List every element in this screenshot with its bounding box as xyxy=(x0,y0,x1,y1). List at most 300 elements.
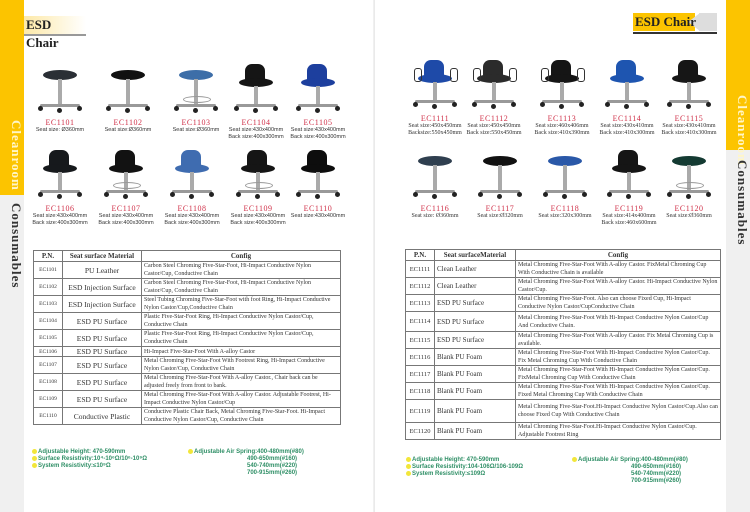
table-row xyxy=(406,295,721,312)
gas-lift xyxy=(498,165,502,190)
gas-lift xyxy=(126,79,130,104)
star-base xyxy=(480,190,520,193)
castor-wheel xyxy=(686,194,691,199)
chair-image xyxy=(410,148,460,204)
cell-config: Metal Chroming Five-Star-Foot.Hi-Impact Conductive Nylon Castor/Cup. Adjustable Footrest Ring xyxy=(516,423,721,440)
cell-config: Metal Chroming Five-Star-Foot With Footrest Ring, Hi-Impact Conductive Nylon Castor/Cup, Conductive Chain xyxy=(142,357,341,374)
product-spec: Seat size:430x400mm xyxy=(228,127,284,133)
gas-lift xyxy=(625,82,629,100)
bullet-icon xyxy=(188,449,193,454)
castor-wheel xyxy=(624,104,629,109)
cell-config: Metal Chroming Five-Star-Foot With A-alloy Castor. Fix Metal Chroming Cup is available. xyxy=(516,332,721,349)
product-spec: Back size:400x300mm xyxy=(98,220,154,226)
product-spec: Seat size:460x406mm xyxy=(535,123,589,129)
star-base xyxy=(108,104,148,107)
product-spec: Seat size:430x400mm xyxy=(290,213,346,219)
star-base xyxy=(415,100,455,103)
cell-config: Hi-Impact Five-Star-Foot With A-alloy Castor xyxy=(142,347,341,357)
product-code: EC1120 xyxy=(674,204,704,213)
chair-image xyxy=(167,148,217,204)
star-base xyxy=(474,100,514,103)
product-code: EC1119 xyxy=(614,204,644,213)
castor-wheel xyxy=(540,102,545,107)
castor-wheel xyxy=(472,102,477,107)
cell-material: ESD PU Surface xyxy=(435,332,516,349)
product-spec: Back size:410x390mm xyxy=(534,130,590,136)
air-spring-notes xyxy=(572,457,688,485)
star-base xyxy=(40,190,80,193)
gas-lift xyxy=(58,172,62,190)
castor-wheel xyxy=(315,108,320,113)
table-row xyxy=(34,262,341,279)
cell-pn: EC1103 xyxy=(34,296,63,313)
product-spec: Seat size:450x450mm xyxy=(408,123,462,129)
product-code: EC1108 xyxy=(177,204,207,213)
castor-wheel xyxy=(38,106,43,111)
product-code: EC1109 xyxy=(243,204,273,213)
product-card xyxy=(96,62,160,134)
chair-image xyxy=(231,62,281,118)
note-air-spring-260: 700-915mm(#260) xyxy=(631,478,682,485)
cell-material: Blank PU Foam xyxy=(435,349,516,366)
castor-wheel xyxy=(491,104,496,109)
chair-image xyxy=(537,58,587,114)
table-row xyxy=(406,423,721,440)
product-code: EC1112 xyxy=(479,114,509,123)
product-code: EC1104 xyxy=(241,118,271,127)
product-card xyxy=(28,148,92,227)
cell-material: Blank PU Foam xyxy=(435,383,516,400)
bullet-icon xyxy=(32,449,37,454)
product-spec: Back size:400x300mm xyxy=(228,134,284,140)
side-tab-consumables: Consumables xyxy=(9,202,24,289)
cell-material: ESD PU Surface xyxy=(63,347,142,357)
gas-lift xyxy=(190,172,194,190)
product-card xyxy=(657,58,721,137)
cell-config: Plastic Five-Star-Foot Ring, Hi-Impact Conductive Nylon Castor/Cup, Conductive Chain xyxy=(142,313,341,330)
note-system: System Resistivity:≤109Ω xyxy=(406,471,523,478)
castor-wheel xyxy=(77,106,82,111)
castor-wheel xyxy=(667,102,672,107)
side-tab xyxy=(726,0,750,512)
star-base xyxy=(669,100,709,103)
table-row xyxy=(406,400,721,423)
product-spec: Seat size:414x400mm xyxy=(602,213,656,219)
castor-wheel xyxy=(57,194,62,199)
col-header-config: Config xyxy=(516,250,721,261)
castor-wheel xyxy=(579,102,584,107)
armrest xyxy=(577,68,585,82)
cell-pn: EC1112 xyxy=(406,278,435,295)
product-code: EC1114 xyxy=(612,114,642,123)
castor-wheel xyxy=(413,102,418,107)
cell-config: Metal Chroming Five-Star-Foot.Hi-Impact Conductive Nylon Castor/Cup.Also can choose Fixed Cup With Conductive Chain xyxy=(516,400,721,423)
chair-image xyxy=(602,58,652,114)
product-spec: Seat size:430x400mm xyxy=(164,213,220,219)
gas-lift xyxy=(687,82,691,100)
castor-wheel xyxy=(236,192,241,197)
product-spec: Backsize:550x450mm xyxy=(408,130,462,136)
castor-wheel xyxy=(275,192,280,197)
cell-material: Clean Leather xyxy=(435,278,516,295)
spec-table xyxy=(33,250,341,425)
product-card xyxy=(224,62,288,141)
castor-wheel xyxy=(413,192,418,197)
note-air-spring: Adjustable Air Spring:400-480mm(#80) xyxy=(572,457,688,464)
cell-material: ESD PU Surface xyxy=(63,313,142,330)
cell-config: Metal Chroming Five-Star-Foot With A-alloy Castor. Hi-Impact Conductive Nylon Castor/Cup. xyxy=(516,278,721,295)
castor-wheel xyxy=(77,192,82,197)
note-surface: Surface Resistivity:104-106Ω/106-109Ω xyxy=(406,464,523,471)
product-spec: Seat size:430x410mm xyxy=(600,123,654,129)
cell-pn: EC1110 xyxy=(34,408,63,425)
cell-material: ESD Injection Surface xyxy=(63,279,142,296)
product-spec: Seat size:320x300mm xyxy=(538,213,592,219)
product-spec: Seat size: Ø360mm xyxy=(35,127,85,133)
cell-material: ESD PU Surface xyxy=(63,330,142,347)
product-card xyxy=(286,148,350,220)
armrest xyxy=(509,68,517,82)
castor-wheel xyxy=(452,192,457,197)
product-spec: Seat size:Ø320mm xyxy=(477,213,523,219)
product-spec: Seat size:Ø360mm xyxy=(666,213,712,219)
cell-config: Metal Chroming Five-Star-Foot With Hi-Impact Conductive Nylon Castor/Cup. FixMetal Chroming Cup With Conductive Chain xyxy=(516,366,721,383)
product-card xyxy=(403,148,467,220)
product-card xyxy=(530,58,594,137)
chair-image xyxy=(103,62,153,118)
product-spec: Back size:400x300mm xyxy=(230,220,286,226)
gas-lift xyxy=(433,165,437,190)
castor-wheel xyxy=(104,192,109,197)
product-card xyxy=(226,148,290,227)
castor-wheel xyxy=(644,102,649,107)
castor-wheel xyxy=(562,194,567,199)
product-spec: Back size:410x300mm xyxy=(661,130,717,136)
product-code: EC1113 xyxy=(547,114,577,123)
header-underline xyxy=(633,32,717,34)
castor-wheel xyxy=(106,106,111,111)
cell-pn: EC1107 xyxy=(34,357,63,374)
castor-wheel xyxy=(145,106,150,111)
castor-wheel xyxy=(511,102,516,107)
cell-material: ESD PU Surface xyxy=(435,312,516,332)
cell-config: Carbon Steel Chroming Five-Star-Foot, Hi-Impact Conductive Nylon Castor/Cup, Conductive Chain xyxy=(142,262,341,279)
product-card xyxy=(462,58,526,137)
note-air-spring-160: 490-650mm(#160) xyxy=(631,464,682,471)
castor-wheel xyxy=(125,108,130,113)
cell-pn: EC1118 xyxy=(406,383,435,400)
cell-config: Metal Chroming Five-Star-Foot With A-alloy Castor. Adjustable Footrest, Hi-Impact Conductive Nylon Castor/Cup xyxy=(142,391,341,408)
cell-material: ESD PU Surface xyxy=(435,295,516,312)
bullet-icon xyxy=(32,463,37,468)
col-header-pn: P.N. xyxy=(406,250,435,261)
bullet-icon xyxy=(572,457,577,462)
table-row xyxy=(34,296,341,313)
note-air-spring-220: 540-740mm(#220) xyxy=(247,463,298,470)
castor-wheel xyxy=(646,192,651,197)
note-height: Adjustable Height: 470-590mm xyxy=(406,457,523,464)
header-gray-band xyxy=(699,13,717,31)
gas-lift xyxy=(627,172,631,190)
section-header-label: ESD Chair xyxy=(635,14,697,29)
table-row xyxy=(34,330,341,347)
star-base xyxy=(238,190,278,193)
castor-wheel xyxy=(607,192,612,197)
castor-wheel xyxy=(335,192,340,197)
chair-image xyxy=(233,148,283,204)
section-header: ESD Chair xyxy=(24,16,86,36)
table-row xyxy=(34,374,341,391)
cell-config: Metal Chroming Five-Star-Foot With Hi-Impact Conductive Nylon Castor/Cup And Conductive Chain. xyxy=(516,312,721,332)
product-spec: Seat size:Ø360mm xyxy=(172,127,220,133)
spec-notes xyxy=(406,457,523,478)
star-base xyxy=(40,104,80,107)
cell-pn: EC1117 xyxy=(406,366,435,383)
cell-pn: EC1113 xyxy=(406,295,435,312)
castor-wheel xyxy=(296,106,301,111)
table-row xyxy=(406,383,721,400)
product-spec: Seat size:430x400mm xyxy=(230,213,286,219)
side-tab-cleanroom: Cleanroom xyxy=(726,95,750,150)
castor-wheel xyxy=(255,194,260,199)
cell-config: Plastic Five-Star-Foot Ring, Hi-Impact Conductive Nylon Castor/Cup, Conductive Chain xyxy=(142,330,341,347)
bullet-icon xyxy=(406,471,411,476)
col-header-config: Config xyxy=(142,251,341,262)
table-row xyxy=(406,278,721,295)
castor-wheel xyxy=(432,194,437,199)
cell-material: ESD PU Surface xyxy=(63,374,142,391)
bullet-icon xyxy=(406,457,411,462)
product-card xyxy=(403,58,467,137)
cell-config: Steel Tubing Chroming Five-Star-Foot with foot Ring, Hi-Impact Conductive Nylon Castor/Cup,Conductive Chain xyxy=(142,296,341,313)
spec-notes xyxy=(32,449,147,470)
product-code: EC1105 xyxy=(303,118,333,127)
product-spec: Seat size:430x400mm xyxy=(290,127,346,133)
star-base xyxy=(176,104,216,107)
castor-wheel xyxy=(170,192,175,197)
product-card xyxy=(160,148,224,227)
col-header-material: Seat surface Material xyxy=(63,251,142,262)
product-card xyxy=(94,148,158,227)
cell-config: Conductive Plastic Chair Back, Metal Chroming Five-Star-Foot. Hi-Impact Conductive Nylon Castor/Cup, Conductive Chain xyxy=(142,408,341,425)
product-spec: Seat size:430x410mm xyxy=(662,123,716,129)
product-spec: Seat size:430x400mm xyxy=(32,213,88,219)
gas-lift xyxy=(563,165,567,190)
chair-image xyxy=(664,58,714,114)
product-code: EC1103 xyxy=(181,118,211,127)
cell-config: Metal Chroming Five-Star-Foot With Hi-Impact Conductive Nylon Castor/Cup. Fix Metal Chroming Cup With Conductive Chain xyxy=(516,349,721,366)
product-card xyxy=(533,148,597,220)
castor-wheel xyxy=(543,192,548,197)
table-row xyxy=(406,349,721,366)
gas-lift xyxy=(254,86,258,104)
table-row xyxy=(406,332,721,349)
product-card xyxy=(597,148,661,227)
cell-material: ESD PU Surface xyxy=(63,357,142,374)
star-base xyxy=(415,190,455,193)
armrest xyxy=(450,68,458,82)
castor-wheel xyxy=(315,194,320,199)
cell-config: Metal Chroming Five-Star-Foot With A-alloy Castor., Chair back can be adjusted freely from front to bank. xyxy=(142,374,341,391)
castor-wheel xyxy=(213,106,218,111)
gas-lift xyxy=(560,82,564,100)
product-spec: Seat size:Ø360mm xyxy=(104,127,152,133)
castor-wheel xyxy=(478,192,483,197)
product-code: EC1101 xyxy=(45,118,75,127)
castor-wheel xyxy=(143,192,148,197)
cell-material: PU Leather xyxy=(63,262,142,279)
castor-wheel xyxy=(174,106,179,111)
table-row xyxy=(34,391,341,408)
cell-material: Blank PU Foam xyxy=(435,400,516,423)
castor-wheel xyxy=(626,194,631,199)
bullet-icon xyxy=(32,456,37,461)
chair-image xyxy=(35,62,85,118)
cell-material: Blank PU Foam xyxy=(435,423,516,440)
product-code: EC1102 xyxy=(113,118,143,127)
star-base xyxy=(607,100,647,103)
castor-wheel xyxy=(686,104,691,109)
air-spring-notes xyxy=(188,449,304,477)
cell-pn: EC1101 xyxy=(34,262,63,279)
star-base xyxy=(545,190,585,193)
castor-wheel xyxy=(706,102,711,107)
col-header-pn: P.N. xyxy=(34,251,63,262)
note-air-spring: Adjustable Air Spring:400-480mm(#80) xyxy=(188,449,304,456)
chair-image xyxy=(171,62,221,118)
castor-wheel xyxy=(209,192,214,197)
product-code: EC1115 xyxy=(674,114,704,123)
product-spec: Seat size:450x450mm xyxy=(467,123,521,129)
table-header-row xyxy=(406,250,721,261)
armrest xyxy=(473,68,481,82)
castor-wheel xyxy=(497,194,502,199)
product-code: EC1116 xyxy=(420,204,450,213)
product-spec: Back size:460x600mm xyxy=(601,220,657,226)
footrest-ring xyxy=(676,182,704,189)
cell-pn: EC1108 xyxy=(34,374,63,391)
cell-config: Metal Chroming Five-Star-Foot. Also can choose Fixed Cup, Hi-Impact Conductive Nylon Castor/CupConductive Chain xyxy=(516,295,721,312)
cell-pn: EC1102 xyxy=(34,279,63,296)
castor-wheel xyxy=(432,104,437,109)
product-code: EC1111 xyxy=(420,114,450,123)
gas-lift xyxy=(58,79,62,104)
side-tab xyxy=(0,0,24,512)
star-base xyxy=(609,190,649,193)
cell-pn: EC1120 xyxy=(406,423,435,440)
footrest-ring xyxy=(113,182,141,189)
castor-wheel xyxy=(296,192,301,197)
spec-table xyxy=(405,249,721,440)
castor-wheel xyxy=(189,194,194,199)
star-base xyxy=(669,190,709,193)
product-spec: Back size:400x300mm xyxy=(290,134,346,140)
product-card xyxy=(468,148,532,220)
table-row xyxy=(406,312,721,332)
cell-pn: EC1119 xyxy=(406,400,435,423)
castor-wheel xyxy=(517,192,522,197)
product-spec: Back size:400x300mm xyxy=(32,220,88,226)
chair-image xyxy=(101,148,151,204)
product-code: EC1118 xyxy=(550,204,580,213)
chair-image xyxy=(293,148,343,204)
castor-wheel xyxy=(123,194,128,199)
product-card xyxy=(164,62,228,134)
product-spec: Back size:550x450mm xyxy=(466,130,522,136)
section-header xyxy=(633,13,715,31)
table-header-row xyxy=(34,251,341,262)
cell-pn: EC1106 xyxy=(34,347,63,357)
cell-config: Carbon Steel Chroming Five-Star-Foot, Hi-Impact Conductive Nylon Castor/Cup, Conductive Chain xyxy=(142,279,341,296)
product-spec: Seat size: Ø360mm xyxy=(411,213,459,219)
cell-material: Conductive Plastic xyxy=(63,408,142,425)
right-page xyxy=(375,0,750,512)
product-spec: Back size:400x300mm xyxy=(164,220,220,226)
castor-wheel xyxy=(559,104,564,109)
note-air-spring-220: 540-740mm(#220) xyxy=(631,471,682,478)
cell-pn: EC1111 xyxy=(406,261,435,278)
note-height: Adjustable Height: 470-590mm xyxy=(32,449,147,456)
gas-lift xyxy=(492,82,496,100)
chair-image xyxy=(540,148,590,204)
castor-wheel xyxy=(582,192,587,197)
star-base xyxy=(542,100,582,103)
star-base xyxy=(236,104,276,107)
product-spec: Back size:410x300mm xyxy=(599,130,655,136)
armrest xyxy=(541,68,549,82)
cell-material: ESD Injection Surface xyxy=(63,296,142,313)
cell-pn: EC1114 xyxy=(406,312,435,332)
cell-pn: EC1104 xyxy=(34,313,63,330)
chair-image xyxy=(410,58,460,114)
table-row xyxy=(406,261,721,278)
product-code: EC1117 xyxy=(485,204,515,213)
product-card xyxy=(657,148,721,220)
product-code: EC1110 xyxy=(303,204,333,213)
note-air-spring-260: 700-915mm(#260) xyxy=(247,470,298,477)
footrest-ring xyxy=(183,96,211,103)
castor-wheel xyxy=(335,106,340,111)
table-row xyxy=(34,279,341,296)
gas-lift xyxy=(316,86,320,104)
cell-config: Metal Chroming Five-Star-Foot With A-alloy Castor. FixMetal Chroming Cup With Conductive Chain is available xyxy=(516,261,721,278)
footrest-ring xyxy=(245,182,273,189)
table-row xyxy=(34,347,341,357)
cell-pn: EC1109 xyxy=(34,391,63,408)
castor-wheel xyxy=(273,106,278,111)
castor-wheel xyxy=(57,108,62,113)
chair-image xyxy=(293,62,343,118)
product-code: EC1107 xyxy=(111,204,141,213)
side-tab-consumables: Consumables xyxy=(735,159,750,246)
gas-lift xyxy=(433,82,437,100)
chair-image xyxy=(469,58,519,114)
cell-material: ESD PU Surface xyxy=(63,391,142,408)
castor-wheel xyxy=(234,106,239,111)
castor-wheel xyxy=(667,192,672,197)
note-system: System Resistivity:≤10⁹Ω xyxy=(32,463,147,470)
product-spec: Seat size:430x400mm xyxy=(98,213,154,219)
chair-image xyxy=(475,148,525,204)
star-base xyxy=(106,190,146,193)
armrest xyxy=(414,68,422,82)
castor-wheel xyxy=(605,102,610,107)
chair-image xyxy=(604,148,654,204)
table-row xyxy=(406,366,721,383)
side-tab-cleanroom: Cleanroom xyxy=(9,120,24,191)
table-row xyxy=(34,313,341,330)
cell-material: Clean Leather xyxy=(435,261,516,278)
